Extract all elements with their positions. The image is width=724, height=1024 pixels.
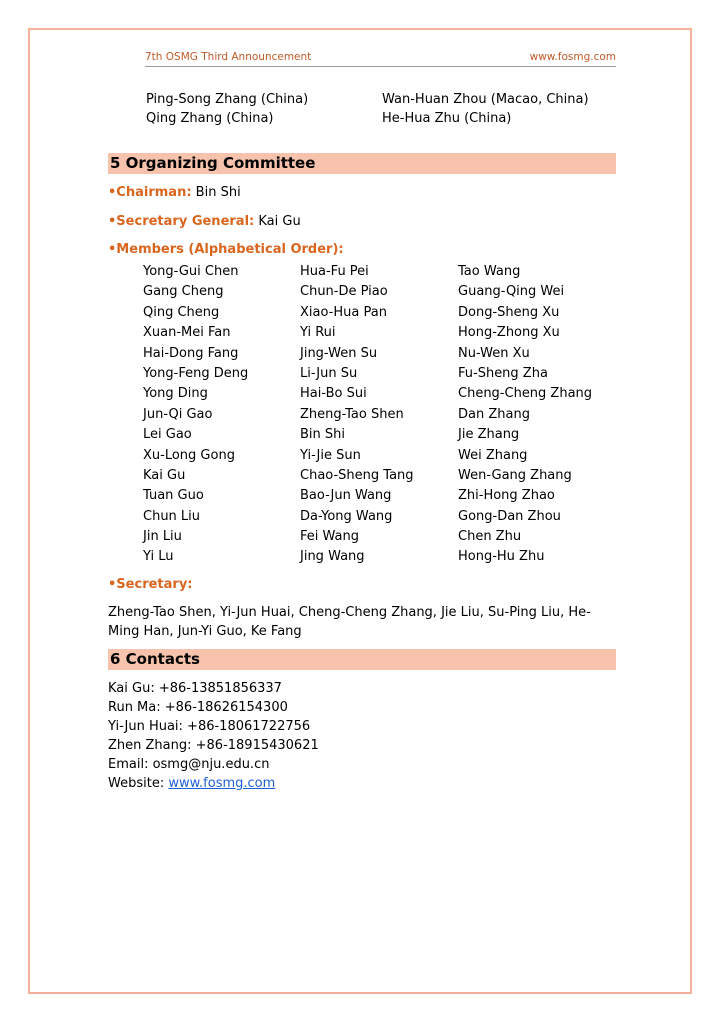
member-name: Li-Jun Su (300, 365, 358, 381)
prior-names-right (382, 90, 589, 128)
member-name: Dong-Sheng Xu (458, 304, 560, 320)
header-title: 7th OSMG Third Announcement (145, 51, 312, 63)
contact-website (108, 774, 319, 793)
members-column-1 (143, 262, 248, 568)
member-name: Jin Liu (143, 529, 182, 545)
member-name: Yi Lu (143, 549, 174, 565)
member-name: Gang Cheng (143, 284, 224, 300)
header-rule (145, 66, 616, 67)
member-name: Bao-Jun Wang (300, 488, 392, 504)
member-name: Gong-Dan Zhou (458, 508, 561, 524)
member-name: Da-Yong Wang (300, 508, 393, 524)
chairman-line (108, 184, 241, 202)
contact-item: Run Ma: +86-18626154300 (108, 700, 288, 715)
member-name: Fei Wang (300, 529, 359, 545)
member-name: Chen Zhu (458, 529, 522, 545)
member-name: Nu-Wen Xu (458, 345, 530, 361)
list-item: He-Hua Zhu (China) (382, 111, 512, 126)
contact-email: Email: osmg@nju.edu.cn (108, 757, 270, 772)
member-name: Tuan Guo (143, 488, 204, 504)
member-name: Chun-De Piao (300, 284, 388, 300)
member-name: Jun-Qi Gao (143, 406, 213, 422)
member-name: Yong-Gui Chen (143, 264, 239, 279)
members-label: •Members (Alphabetical Order): (108, 242, 344, 257)
member-name: Wen-Gang Zhang (458, 467, 572, 483)
list-item: Qing Zhang (China) (146, 111, 274, 126)
member-name: Fu-Sheng Zha (458, 365, 548, 381)
member-name: Guang-Qing Wei (458, 284, 565, 300)
member-name: Dan Zhang (458, 406, 530, 422)
member-name: Cheng-Cheng Zhang (458, 386, 593, 402)
member-name: Jie Zhang (458, 427, 520, 443)
section-heading-contacts: 6 Contacts (108, 649, 616, 670)
secretary-line (108, 576, 193, 594)
member-name: Hai-Bo Sui (300, 386, 367, 402)
member-name: Jing Wang (300, 549, 365, 565)
secretary-label: •Secretary: (108, 577, 193, 592)
secretary-general-value: Kai Gu (258, 214, 301, 229)
contacts-list (108, 679, 319, 793)
member-name: Tao Wang (458, 264, 521, 279)
member-name: Chao-Sheng Tang (300, 467, 414, 483)
list-item: Wan-Huan Zhou (Macao, China) (382, 92, 589, 107)
member-name: Hai-Dong Fang (143, 345, 239, 361)
contact-item: Yi-Jun Huai: +86-18061722756 (108, 719, 311, 734)
member-name: Yong-Feng Deng (143, 365, 249, 381)
member-name: Yi Rui (300, 325, 336, 341)
chairman-label: •Chairman: (108, 185, 192, 200)
secretary-general-label: •Secretary General: (108, 214, 255, 229)
member-name: Xiao-Hua Pan (300, 304, 387, 320)
member-name: Hong-Zhong Xu (458, 325, 560, 341)
member-name: Jing-Wen Su (300, 345, 378, 361)
member-name: Xu-Long Gong (143, 447, 235, 463)
member-name: Hua-Fu Pei (300, 264, 369, 279)
website-label: Website: (108, 776, 165, 791)
member-name: Chun Liu (143, 508, 201, 524)
member-name: Lei Gao (143, 427, 192, 443)
list-item: Ping-Song Zhang (China) (146, 92, 309, 107)
section-heading-organizing-committee: 5 Organizing Committee (108, 153, 616, 174)
contact-item: Zhen Zhang: +86-18915430621 (108, 738, 319, 753)
members-line (108, 241, 344, 259)
header-website: www.fosmg.com (529, 51, 616, 63)
member-name: Kai Gu (143, 467, 186, 483)
member-name: Zheng-Tao Shen (300, 406, 404, 422)
member-name: Yong Ding (143, 386, 208, 402)
secretary-general-line (108, 213, 301, 231)
member-name: Qing Cheng (143, 304, 220, 320)
member-name: Zhi-Hong Zhao (458, 488, 555, 504)
secretary-names: Zheng-Tao Shen, Yi-Jun Huai, Cheng-Cheng Zhang, Jie Liu, Su-Ping Liu, He-Ming Han, Jun-Yi Guo, Ke Fang (108, 605, 591, 639)
member-name: Xuan-Mei Fan (143, 325, 231, 341)
member-name: Bin Shi (300, 427, 346, 443)
contact-item: Kai Gu: +86-13851856337 (108, 681, 282, 696)
website-link[interactable]: www.fosmg.com (168, 776, 276, 791)
chairman-value: Bin Shi (195, 185, 241, 200)
members-column-3 (458, 262, 592, 568)
prior-names-left (146, 90, 308, 128)
members-column-2 (300, 262, 414, 568)
member-name: Yi-Jie Sun (300, 447, 361, 463)
member-name: Hong-Hu Zhu (458, 549, 545, 565)
member-name: Wei Zhang (458, 447, 528, 463)
